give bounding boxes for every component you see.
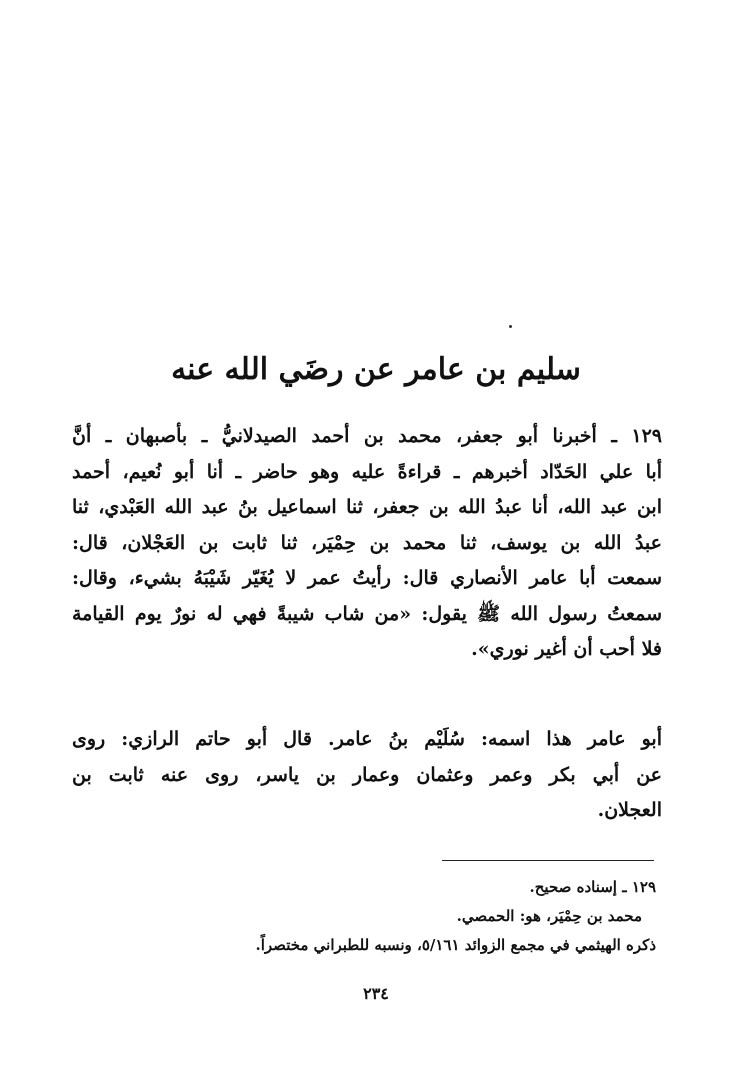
hadith-line: سمعتُ رسول الله ﷺ يقول: «من شاب شيبةً فهي له نورٌ يوم القيامة (72, 602, 662, 625)
hadith-line: ١٢٩ ـ أخبرنا أبو جعفر، محمد بن أحمد الصيدلانيُّ ـ بأصبهان ـ أنَّ (72, 425, 662, 447)
hadith-line: أبا علي الحَدّاد أخبرهم ـ قراءةً عليه وهو حاضر ـ أنا أبو نُعيم، أحمد (72, 460, 662, 483)
footnote-line: ذكره الهيثمي في مجمع الزوائد ٥/١٦١، ونسبه للطبراني مختصراً. (255, 936, 656, 954)
commentary-paragraph (72, 722, 662, 829)
footnote-divider (442, 860, 654, 861)
footnote-line: ١٢٩ ـ إسناده صحيح. (529, 878, 656, 896)
footnote-line: محمد بن حِمْيَر، هو: الحمصي. (456, 907, 642, 925)
commentary-line: العجلان. (597, 799, 662, 821)
hadith-paragraph (72, 419, 662, 668)
page-number: ٢٣٤ (363, 984, 389, 1003)
stray-dot-mark (509, 325, 512, 328)
commentary-line: عن أبي بكر وعمر وعثمان وعمار بن ياسر، روى عنه ثابت بن (72, 763, 662, 786)
hadith-line: عبدُ الله بن يوسف، ثنا محمد بن حِمْيَر، ثنا ثابت بن العَجْلان، قال: (72, 531, 662, 554)
hadith-line: سمعت أبا عامر الأنصاري قال: رأيتُ عمر لا يُغَيّر شَيْبَهُ بشيء، وقال: (72, 567, 662, 589)
commentary-line: أبو عامر هذا اسمه: سُلَيْم بنُ عامر. قال أبو حاتم الرازي: روى (72, 728, 662, 750)
hadith-line: ابن عبد الله، أنا عبدُ الله بن جعفر، ثنا اسماعيل بنُ عبد الله العَبْدي، ثنا (72, 496, 662, 518)
footnotes (100, 873, 656, 960)
chapter-title: سليم بن عامر عن رضَي الله عنه (171, 352, 581, 387)
hadith-line: فلا أحب أن أغير نوري». (471, 638, 662, 660)
